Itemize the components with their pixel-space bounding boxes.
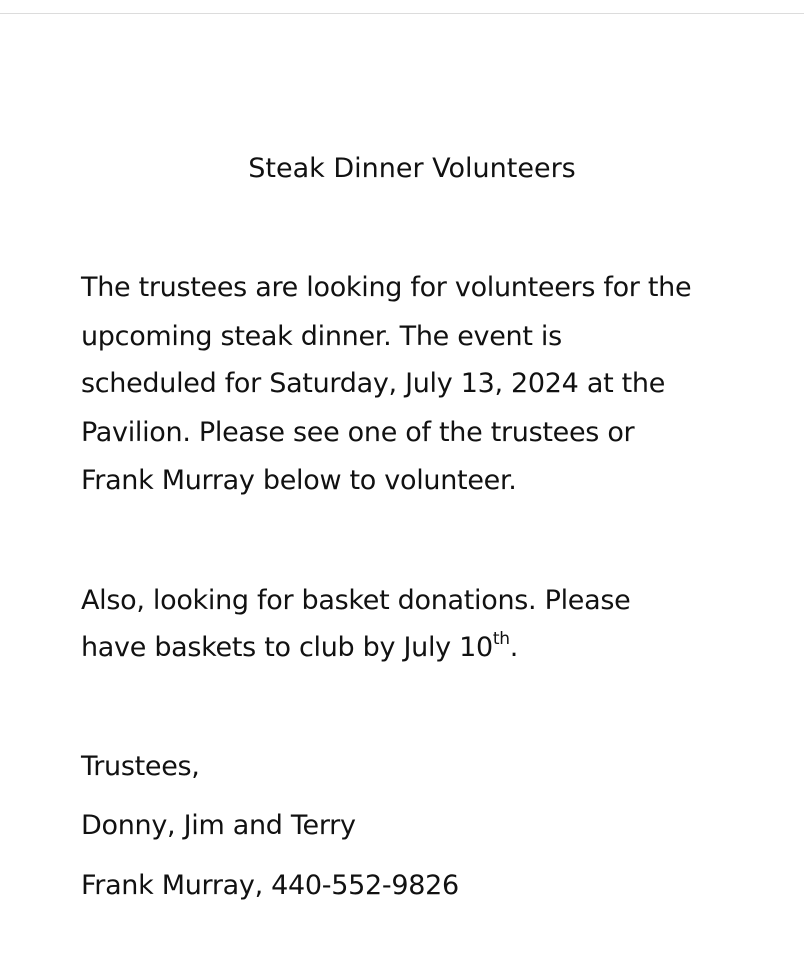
paragraph-1-line-3: scheduled for Saturday, July 13, 2024 at the [81, 368, 666, 399]
paragraph-1-line-2: upcoming steak dinner. The event is [81, 321, 562, 352]
paragraph-2-line-2-period: . [509, 632, 519, 663]
signature-line-1: Trustees, [81, 751, 200, 782]
paragraph-1-line-4: Pavilion. Please see one of the trustees or [81, 417, 635, 448]
signature-line-2: Donny, Jim and Terry [81, 810, 356, 841]
paragraph-2-line-2 [81, 631, 518, 665]
document-title: Steak Dinner Volunteers [248, 153, 576, 184]
ordinal-suffix: th [492, 629, 510, 649]
signature-line-3: Frank Murray, 440-552-9826 [81, 870, 459, 901]
paragraph-2-line-2-text: have baskets to club by July 10 [81, 632, 493, 663]
paragraph-1-line-5: Frank Murray below to volunteer. [81, 465, 517, 496]
paragraph-1-line-1: The trustees are looking for volunteers for the [81, 272, 692, 303]
paragraph-2-line-1: Also, looking for basket donations. Please [81, 585, 631, 616]
